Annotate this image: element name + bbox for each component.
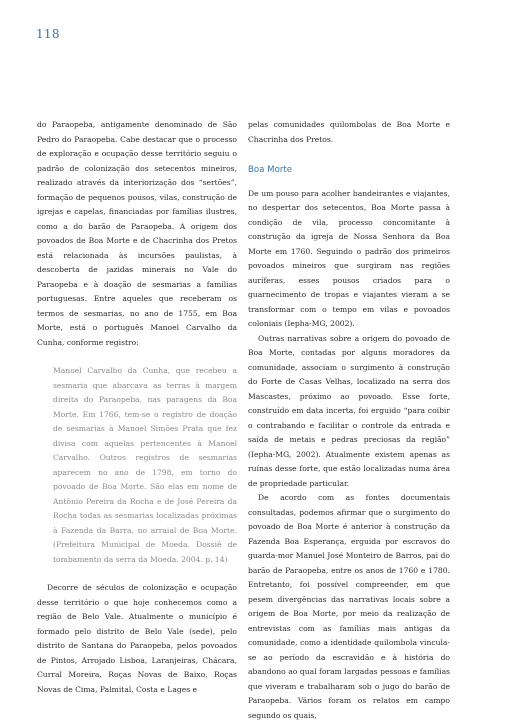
paragraph: Outras narrativas sobre a origem do povoado de Boa Morte, contadas por alguns moradores da comunidade, associam o surgimento à construção do Forte de Casas Velhas, localizado na serra dos Mascastes, próximo ao povoado. Esse forte, construído em data incerta, foi erguido “para coibir o contrabando e facilitar o controle da entrada e saída de metais e pedras preciosas da região” (Iepha-MG, 2002). Atualmente existem apenas as ruínas desse forte, que estão localizadas numa área de propriedade particular. [248,333,450,488]
paragraph: do Paraopeba, antigamente denominado de São Pedro do Paraopeba. Cabe destacar que o processo de exploração e ocupação desse território seguiu o padrão de colonização dos setecentos mineiros, realizado através da interiorização dos “sertões”, formação de pequenos pousos, vilas, construção de igrejas e capelas, financiadas por famílias ilustres, como a do barão de Paraopeba. A origem dos povoados de Boa Morte e de Chacrinha dos Pretos está relacionada às incursões paulistas, à descoberta de jazidas minerais no Vale do Paraopeba e à doação de sesmarias a famílias portuguesas. Entre aqueles que receberam os termos de sesmarias, no ano de 1755, em Boa Morte, está o português Manoel Carvalho da Cunha, conforme registro: [37,120,237,347]
left-column [37,118,237,697]
paragraph: Decorre de séculos de colonização e ocupação desse território o que hoje conhecemos como a região de Belo Vale. Atualmente o município é formado pelo distrito de Belo Vale (sede), pelo distrito de Santana do Paraopeba, pelos povoados de Pintos, Arrojado Lisboa, Laranjeiras, Chácara, Curral Moreira, Roças Novas de Baixo, Roças Novas de Cima, Palmital, Costa e Lages e [37,583,237,694]
paragraph: De acordo com as fontes documentais consultadas, podemos afirmar que o surgimento do povoado de Boa Morte é anterior à construção da Fazenda Boa Esperança, erguida por escravos do guarda-mor Manuel José Monteiro de Barros, pai do barão de Paraopeba, entre os anos de 1760 e 1780. Entretanto, foi possível compreender, em que pesem divergências das narrativas locais sobre a origem de Boa Morte, por meio da realização de entrevistas com as famílias mais antigas da comunidade, como a identidade quilombola vincula-se ao período da escravidão e à história do abandono ao qual foram largadas pessoas e famílias que viveram e trabalharam sob o jugo do barão de Paraopeba. Vários foram os relatos em campo segundo os quais, [248,493,450,720]
paragraph: pelas comunidades quilombolas de Boa Morte e Chacrinha dos Pretos. [248,120,450,144]
block-quote: Manoel Carvalho da Cunha, que recebeu a sesmaria que abarcava as terras à margem direita do Paraopeba, nas paragens da Boa Morte. Em 1766, tem-se o registro de doação de sesmarias à Manoel Simões Prata que fez divisa com aquelas pertencentes à Manoel Carvalho. Outros registros de sesmarias aparecem no ano de 1798, em torno do povoado de Boa Morte. São elas em nome de Antônio Pereira da Rocha e de José Pereira da Rocha todas as sesmarias localizadas próximas à Fazenda da Barra, no arraial de Boa Morte. (Prefeitura Municipal de Moeda. Dossiê de tombamento da serra da Moeda. 2004. p. 14) [53,366,237,564]
page-number: 118 [36,27,60,41]
section-heading: Boa Morte [248,165,293,175]
paragraph: De um pouso para acolher bandeirantes e viajantes, no despertar dos setecentos, Boa Morte passa à condição de vila, processo concomitante à construção da igreja de Nossa Senhora da Boa Morte em 1760. Seguindo o padrão dos primeiros povoados mineiros que surgiram nas regiões auríferas, esses pousos criados para o guarnecimento de tropas e viajantes vieram a se transformar com o tempo em vilas e povoados coloniais (Iepha-MG, 2002). [248,188,450,328]
right-column [248,118,450,723]
